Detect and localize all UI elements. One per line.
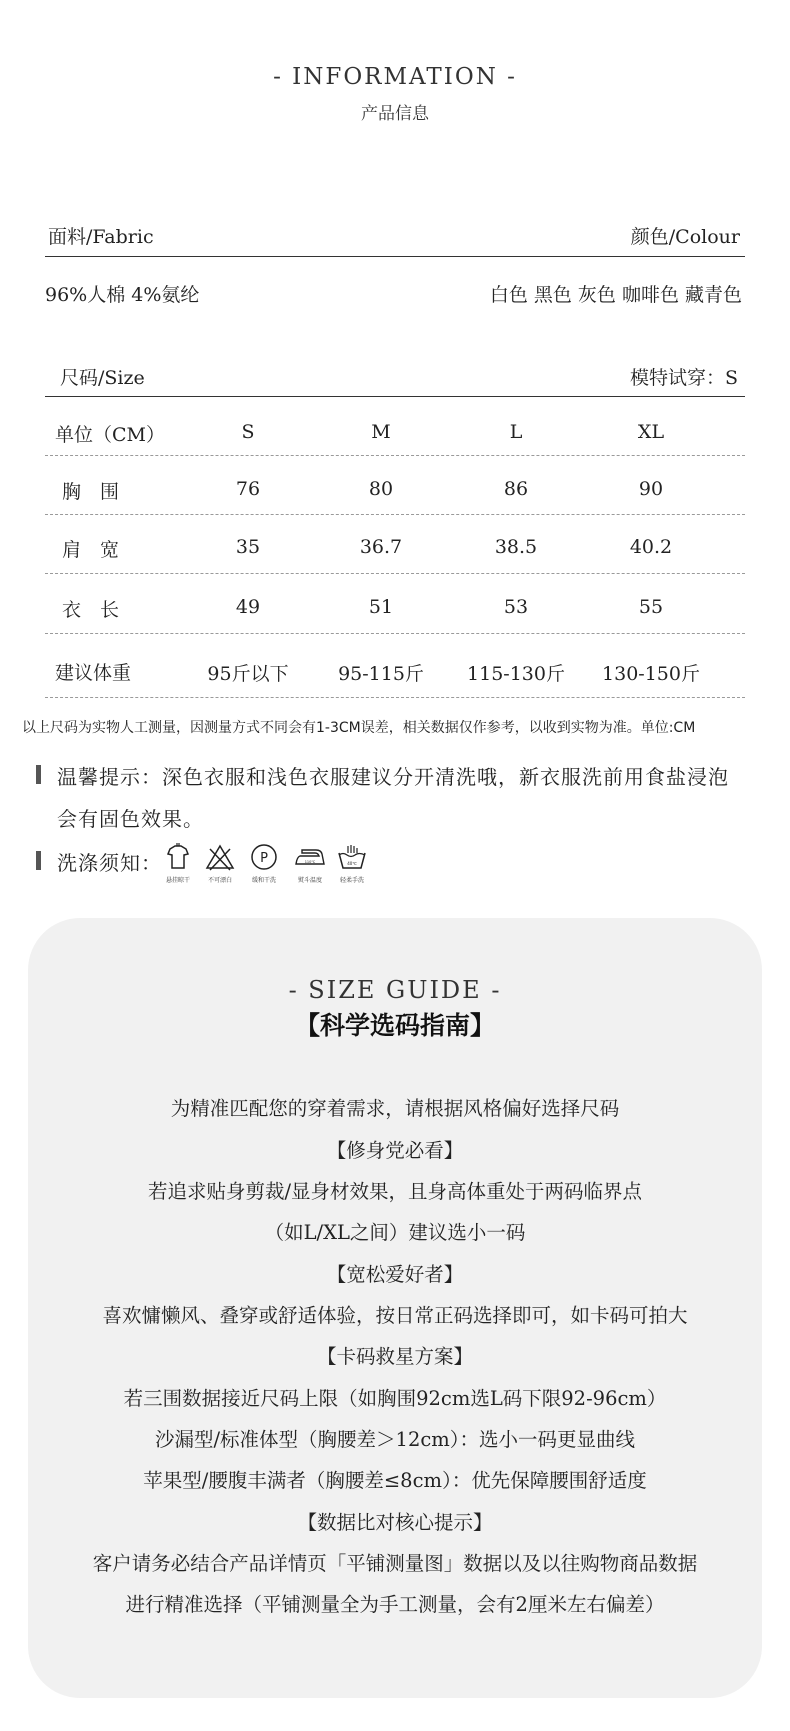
colour-value: 白色 黑色 灰色 咖啡色 藏青色 [489,284,742,306]
svg-text:P: P [260,851,268,866]
size-guide-title: - SIZE GUIDE - [288,976,502,1004]
warm-tip-line1: 温馨提示：深色衣服和浅色衣服建议分开清洗哦，新衣服洗前用食盐浸泡 [57,765,729,789]
row-divider [45,514,745,515]
header-size-s: S [241,421,255,443]
table-cell: 80 [368,478,394,500]
info-subtitle: 产品信息 [361,104,429,124]
hang-dry-icon [160,843,196,884]
guide-line: 沙漏型/标准体型（胸腰差＞12cm）：选小一码更显曲线 [154,1428,636,1451]
iron-mark: 110℃ [304,860,316,864]
fabric-divider [45,256,745,257]
size-divider [45,396,745,397]
guide-line: 喜欢慵懒风、叠穿或舒适体验，按日常正码选择即可，如卡码可拍大 [102,1304,688,1327]
row-divider [45,455,745,456]
table-cell: 51 [368,596,394,618]
row-divider [45,697,745,698]
table-cell: 90 [638,478,664,500]
care-bullet [36,851,41,870]
care-label: 洗涤须知： [57,851,162,875]
guide-line: （如L/XL之间）建议选小一码 [264,1221,526,1244]
colour-label: 颜色/Colour [630,226,740,248]
hand-wash-icon [334,843,370,884]
fabric-label: 面料/Fabric [48,226,154,248]
guide-heading: 【修身党必看】 [326,1139,464,1162]
info-title: - INFORMATION - [273,64,517,90]
table-cell: 35 [235,536,261,558]
row-name-chest: 胸 围 [62,481,120,503]
guide-line: 为精准匹配您的穿着需求，请根据风格偏好选择尺码 [170,1097,620,1120]
care-caption: 熨斗温度 [297,877,322,884]
header-size-l: L [509,421,523,443]
wash-mark: 40℃ [347,861,357,866]
row-divider [45,573,745,574]
row-name-weight: 建议体重 [55,662,132,684]
measurement-note: 以上尺码为实物人工测量，因测量方式不同会有1-3CM误差，相关数据仅作参考，以收到实物为准。单位:CM [22,720,696,736]
header-size-m: M [371,421,391,443]
header-unit: 单位（CM） [55,424,165,446]
tip-bullet [36,765,41,784]
size-guide-subtitle: 【科学选码指南】 [294,1011,495,1040]
table-cell: 115-130斤 [467,663,565,685]
guide-heading: 【宽松爱好者】 [326,1263,464,1286]
guide-line: 苹果型/腰腹丰满者（胸腰差≤8cm）：优先保障腰围舒适度 [143,1469,647,1492]
model-fit: 模特试穿：S [629,367,738,389]
table-cell: 53 [503,596,529,618]
care-caption: 悬挂晾干 [165,877,190,884]
guide-heading: 【卡码救星方案】 [316,1345,473,1368]
iron-low-icon [292,843,328,884]
warm-tip-line2: 会有固色效果。 [57,807,204,831]
dry-clean-icon [246,843,282,884]
table-cell: 36.7 [359,536,403,558]
row-name-length: 衣 长 [62,599,120,621]
size-label: 尺码/Size [60,367,145,389]
guide-line: 客户请务必结合产品详情页「平铺测量图」数据以及以往购物商品数据 [92,1552,698,1575]
table-cell: 55 [638,596,664,618]
table-cell: 76 [235,478,261,500]
row-name-shoulder: 肩 宽 [62,539,120,561]
guide-line: 若追求贴身剪裁/显身材效果，且身高体重处于两码临界点 [147,1180,643,1203]
care-caption: 不可漂白 [207,877,232,884]
row-divider [45,633,745,634]
guide-heading: 【数据比对核心提示】 [297,1511,493,1534]
table-cell: 95斤以下 [207,663,289,685]
guide-line: 进行精准选择（平铺测量全为手工测量，会有2厘米左右偏差） [125,1593,665,1616]
table-cell: 86 [503,478,529,500]
table-cell: 49 [235,596,261,618]
table-cell: 130-150斤 [602,663,700,685]
guide-line: 若三围数据接近尺码上限（如胸围92cm选L码下限92-96cm） [123,1387,667,1410]
header-size-xl: XL [637,421,665,443]
no-bleach-icon [202,843,238,884]
care-caption: 缓和干洗 [251,877,276,884]
table-cell: 40.2 [629,536,673,558]
table-cell: 95-115斤 [338,663,424,685]
fabric-value: 96%人棉 4%氨纶 [45,284,200,306]
care-caption: 轻柔手洗 [339,877,364,884]
table-cell: 38.5 [494,536,538,558]
